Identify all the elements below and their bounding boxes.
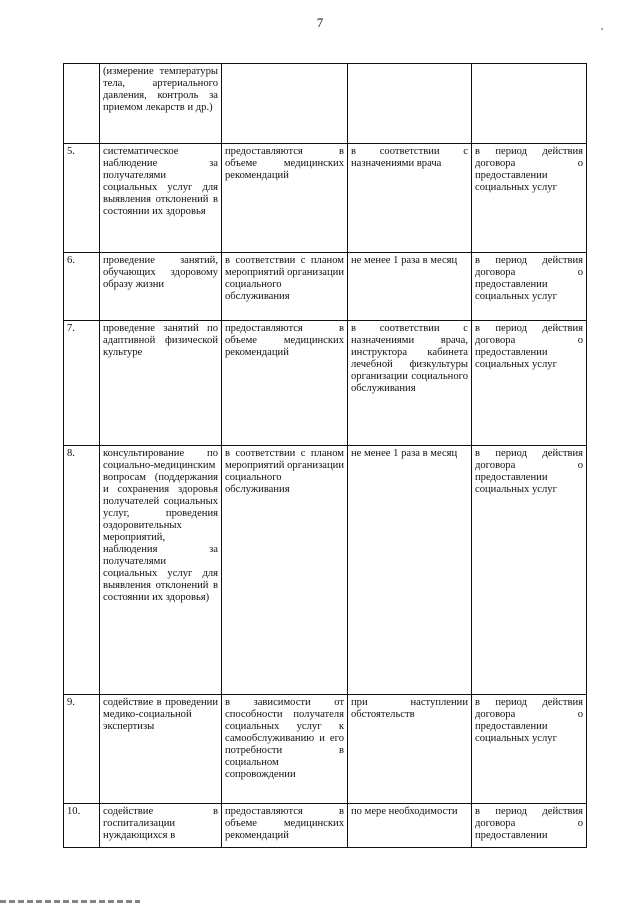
- service-volume: в зависимости от способности получателя социальных услуг к самообслуживанию и его потребности в социальном сопровождении: [222, 695, 348, 804]
- service-frequency: не менее 1 раза в месяц: [348, 253, 472, 321]
- service-frequency: [348, 64, 472, 144]
- table-row: [64, 446, 587, 695]
- service-volume: предоставляются в объеме медицинских рекомендаций: [222, 804, 348, 848]
- page-number: 7: [316, 15, 324, 30]
- row-number: 5.: [64, 144, 100, 253]
- service-volume: в соответствии с планом мероприятий организации социального обслуживания: [222, 446, 348, 695]
- service-term: [472, 64, 587, 144]
- scan-edge-artifact: [0, 900, 140, 903]
- service-name: консультирование по социально-медицинским вопросам (поддержания и сохранения здоровья получателей социальных услуг, проведения оздоровительных мероприятий, наблюдения за получателями социальных услуг для выявления отклонений в состоянии их здоровья): [100, 446, 222, 695]
- service-term: в период действия договора о предоставлении социальных услуг: [472, 446, 587, 695]
- service-term: в период действия договора о предоставлении: [472, 804, 587, 848]
- table-row: [64, 695, 587, 804]
- table-row: [64, 253, 587, 321]
- service-name: содействие в проведении медико-социальной экспертизы: [100, 695, 222, 804]
- row-number: [64, 64, 100, 144]
- service-name: проведение занятий, обучающих здоровому образу жизни: [100, 253, 222, 321]
- service-term: в период действия договора о предоставлении социальных услуг: [472, 695, 587, 804]
- service-name: систематическое наблюдение за получателями социальных услуг для выявления отклонений в состоянии их здоровья: [100, 144, 222, 253]
- table-row: [64, 144, 587, 253]
- table-row: [64, 64, 587, 144]
- row-number: 10.: [64, 804, 100, 848]
- service-term: в период действия договора о предоставлении социальных услуг: [472, 144, 587, 253]
- service-frequency: при наступлении обстоятельств: [348, 695, 472, 804]
- row-number: 6.: [64, 253, 100, 321]
- service-frequency: по мере необходимости: [348, 804, 472, 848]
- service-volume: предоставляются в объеме медицинских рекомендаций: [222, 321, 348, 446]
- row-number: 7.: [64, 321, 100, 446]
- services-table: [63, 63, 587, 848]
- service-volume: в соответствии с планом мероприятий организации социального обслуживания: [222, 253, 348, 321]
- service-name: проведение занятий по адаптивной физической культуре: [100, 321, 222, 446]
- table-row: [64, 804, 587, 848]
- table-row: [64, 321, 587, 446]
- service-term: в период действия договора о предоставлении социальных услуг: [472, 253, 587, 321]
- row-number: 8.: [64, 446, 100, 695]
- service-name: содействие в госпитализации нуждающихся в: [100, 804, 222, 848]
- service-frequency: в соответствии с назначениями врача, инструктора кабинета лечебной физкультуры организации социального обслуживания: [348, 321, 472, 446]
- service-term: в период действия договора о предоставлении социальных услуг: [472, 321, 587, 446]
- service-name: (измерение температуры тела, артериального давления, контроль за приемом лекарств и др.): [100, 64, 222, 144]
- row-number: 9.: [64, 695, 100, 804]
- service-volume: [222, 64, 348, 144]
- service-frequency: не менее 1 раза в месяц: [348, 446, 472, 695]
- service-frequency: в соответствии с назначениями врача: [348, 144, 472, 253]
- service-volume: предоставляются в объеме медицинских рекомендаций: [222, 144, 348, 253]
- scan-speck: [601, 28, 603, 30]
